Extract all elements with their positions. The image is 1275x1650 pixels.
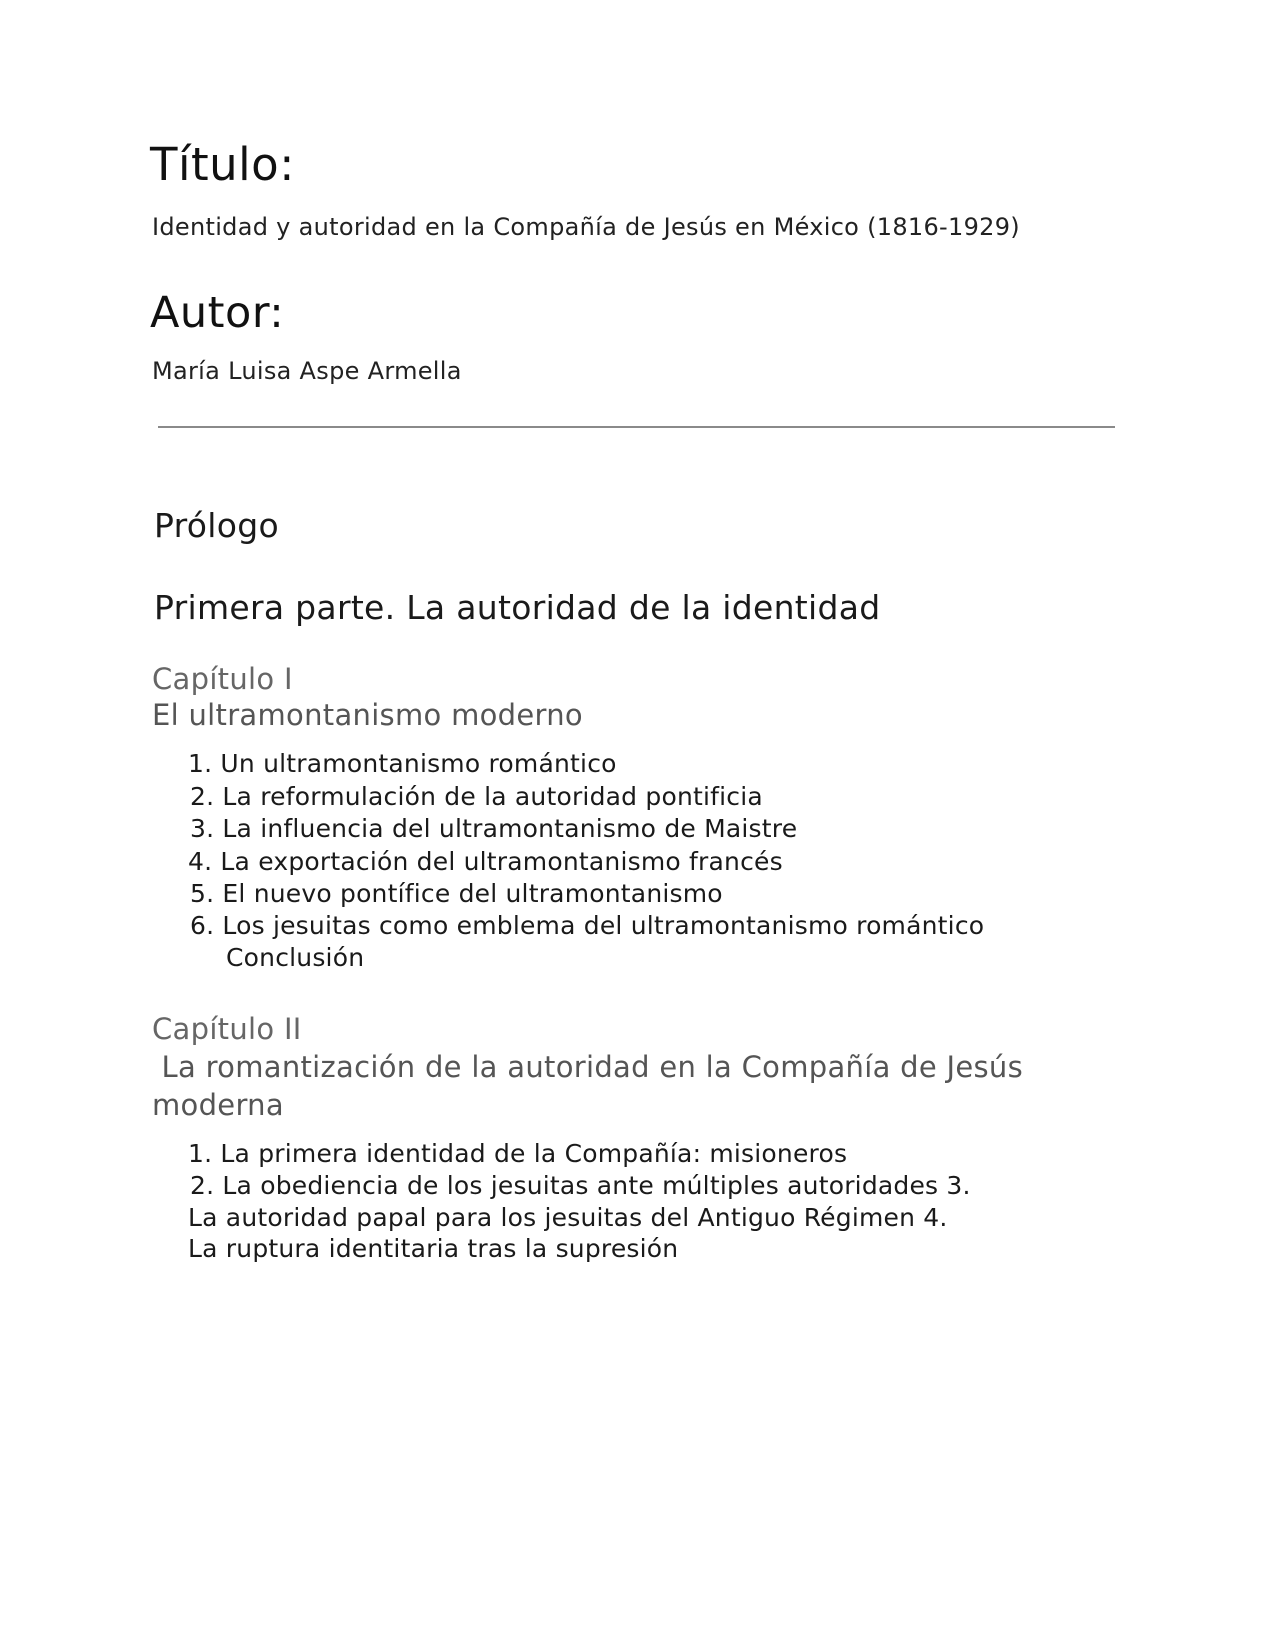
chapter-2-line: La ruptura identitaria tras la supresión bbox=[188, 1234, 679, 1263]
chapter-2-line: 2. La obediencia de los jesuitas ante múltiples autoridades 3. bbox=[190, 1171, 971, 1200]
chapter-1-item: 4. La exportación del ultramontanismo francés bbox=[188, 847, 783, 876]
chapter-1-conclusion: Conclusión bbox=[226, 943, 365, 972]
horizontal-divider bbox=[158, 426, 1115, 428]
chapter-1-title: El ultramontanismo moderno bbox=[152, 698, 583, 732]
chapter-2-title-continued: moderna bbox=[152, 1088, 284, 1122]
toc-prologue: Prólogo bbox=[154, 506, 279, 545]
chapter-1-item: 3. La influencia del ultramontanismo de Maistre bbox=[190, 814, 798, 843]
chapter-2-line: La autoridad papal para los jesuitas del Antiguo Régimen 4. bbox=[188, 1203, 948, 1232]
chapter-2-line: 1. La primera identidad de la Compañía: misioneros bbox=[188, 1139, 848, 1168]
book-title: Identidad y autoridad en la Compañía de Jesús en México (1816-1929) bbox=[152, 213, 1020, 241]
author-label: Autor: bbox=[150, 288, 285, 338]
toc-part-one: Primera parte. La autoridad de la identidad bbox=[154, 588, 881, 627]
chapter-1-item: 2. La reformulación de la autoridad pontificia bbox=[190, 782, 763, 811]
chapter-1-item: 6. Los jesuitas como emblema del ultramontanismo romántico bbox=[190, 911, 985, 940]
title-label: Título: bbox=[150, 138, 295, 191]
chapter-1-item: 1. Un ultramontanismo romántico bbox=[188, 749, 617, 778]
chapter-1-number: Capítulo I bbox=[152, 662, 293, 696]
author-name: María Luisa Aspe Armella bbox=[152, 357, 462, 385]
chapter-1-item: 5. El nuevo pontífice del ultramontanismo bbox=[190, 879, 723, 908]
chapter-2-number: Capítulo II bbox=[152, 1012, 302, 1046]
chapter-2-title: La romantización de la autoridad en la Compañía de Jesús bbox=[152, 1050, 1024, 1084]
